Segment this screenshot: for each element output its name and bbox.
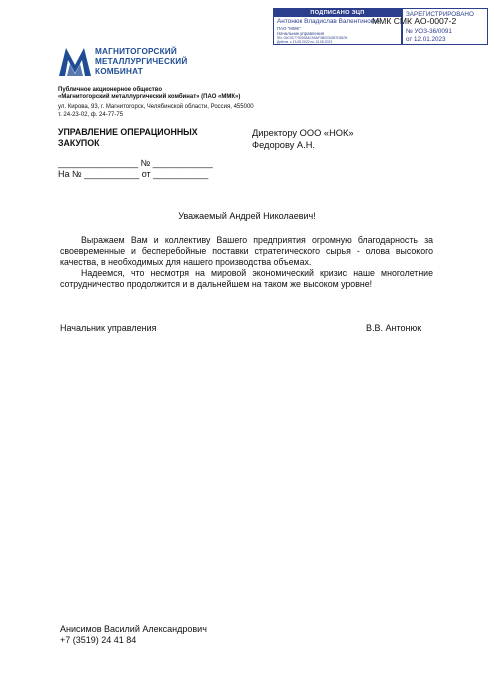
registration-number: № УОЗ-36/0091 (406, 28, 452, 35)
signature-name: В.В. Антонюк (366, 323, 422, 333)
signature-stamp (273, 8, 402, 45)
executor-phone: +7 (3519) 24 41 84 (60, 635, 137, 645)
reference-line-incoming: На № ___________ от ___________ (58, 169, 209, 179)
stamp-header: ПОДПИСАНО ЭЦП (274, 9, 401, 17)
stamp-org: ПАО "ММК" (277, 26, 301, 31)
addressee-line-1: Директору ООО «НОК» (252, 128, 354, 138)
body-paragraph-2: Надеемся, что несмотря на мировой экономический кризис наше многолетние сотрудничество продолжится и в дальнейшем на таком же высоком уровне! (60, 268, 433, 290)
signature-title: Начальник управления (60, 323, 157, 333)
body-paragraph-1: Выражаем Вам и коллективу Вашего предприятия огромную благодарность за своевременные и бесперебойные поставки стратегического сырья - олова высокого качества, в необходимых для нашего производства объемах. (60, 235, 433, 268)
stamp-validity: Действ. с 13.05.2022 по 13.05.2023 (277, 40, 333, 44)
company-phone: т. 24-23-02, ф. 24-77-75 (58, 112, 124, 118)
department-line-1: УПРАВЛЕНИЕ ОПЕРАЦИОННЫХ (58, 127, 198, 137)
stamp-position: Начальник управления (277, 31, 325, 36)
registration-title: ЗАРЕГИСТРИРОВАНО (406, 11, 474, 18)
department-line-2: ЗАКУПОК (58, 138, 100, 148)
document-code: ММК СМК АО-0007-2 (372, 16, 457, 26)
company-address: ул. Кирова, 93, г. Магнитогорск, Челябинской области, Россия, 455000 (58, 104, 254, 110)
company-line-2: «Магнитогорский металлургический комбинат» (ПАО «ММК») (58, 94, 241, 100)
company-line-1: Публичное акционерное общество (58, 87, 163, 93)
stamp-serial: SN: 03C0C770009A67A9AF3B0234287D8109 (277, 36, 348, 40)
executor-name: Анисимов Василий Александрович (60, 624, 207, 634)
logo-line-3: КОМБИНАТ (95, 67, 143, 76)
logo-line-1: МАГНИТОГОРСКИЙ (95, 47, 177, 56)
logo-line-2: МЕТАЛЛУРГИЧЕСКИЙ (95, 57, 188, 66)
registration-date: от 12.01.2023 (406, 36, 446, 43)
salutation: Уважаемый Андрей Николаевич! (178, 211, 316, 221)
stamp-signer: Антонюк Владислав Валентинович (277, 18, 382, 25)
registration-stamp (402, 8, 488, 45)
mmk-logo-icon (58, 46, 92, 77)
reference-line-outgoing: ________________ № ____________ (58, 158, 213, 168)
addressee-line-2: Федорову А.Н. (252, 140, 316, 150)
